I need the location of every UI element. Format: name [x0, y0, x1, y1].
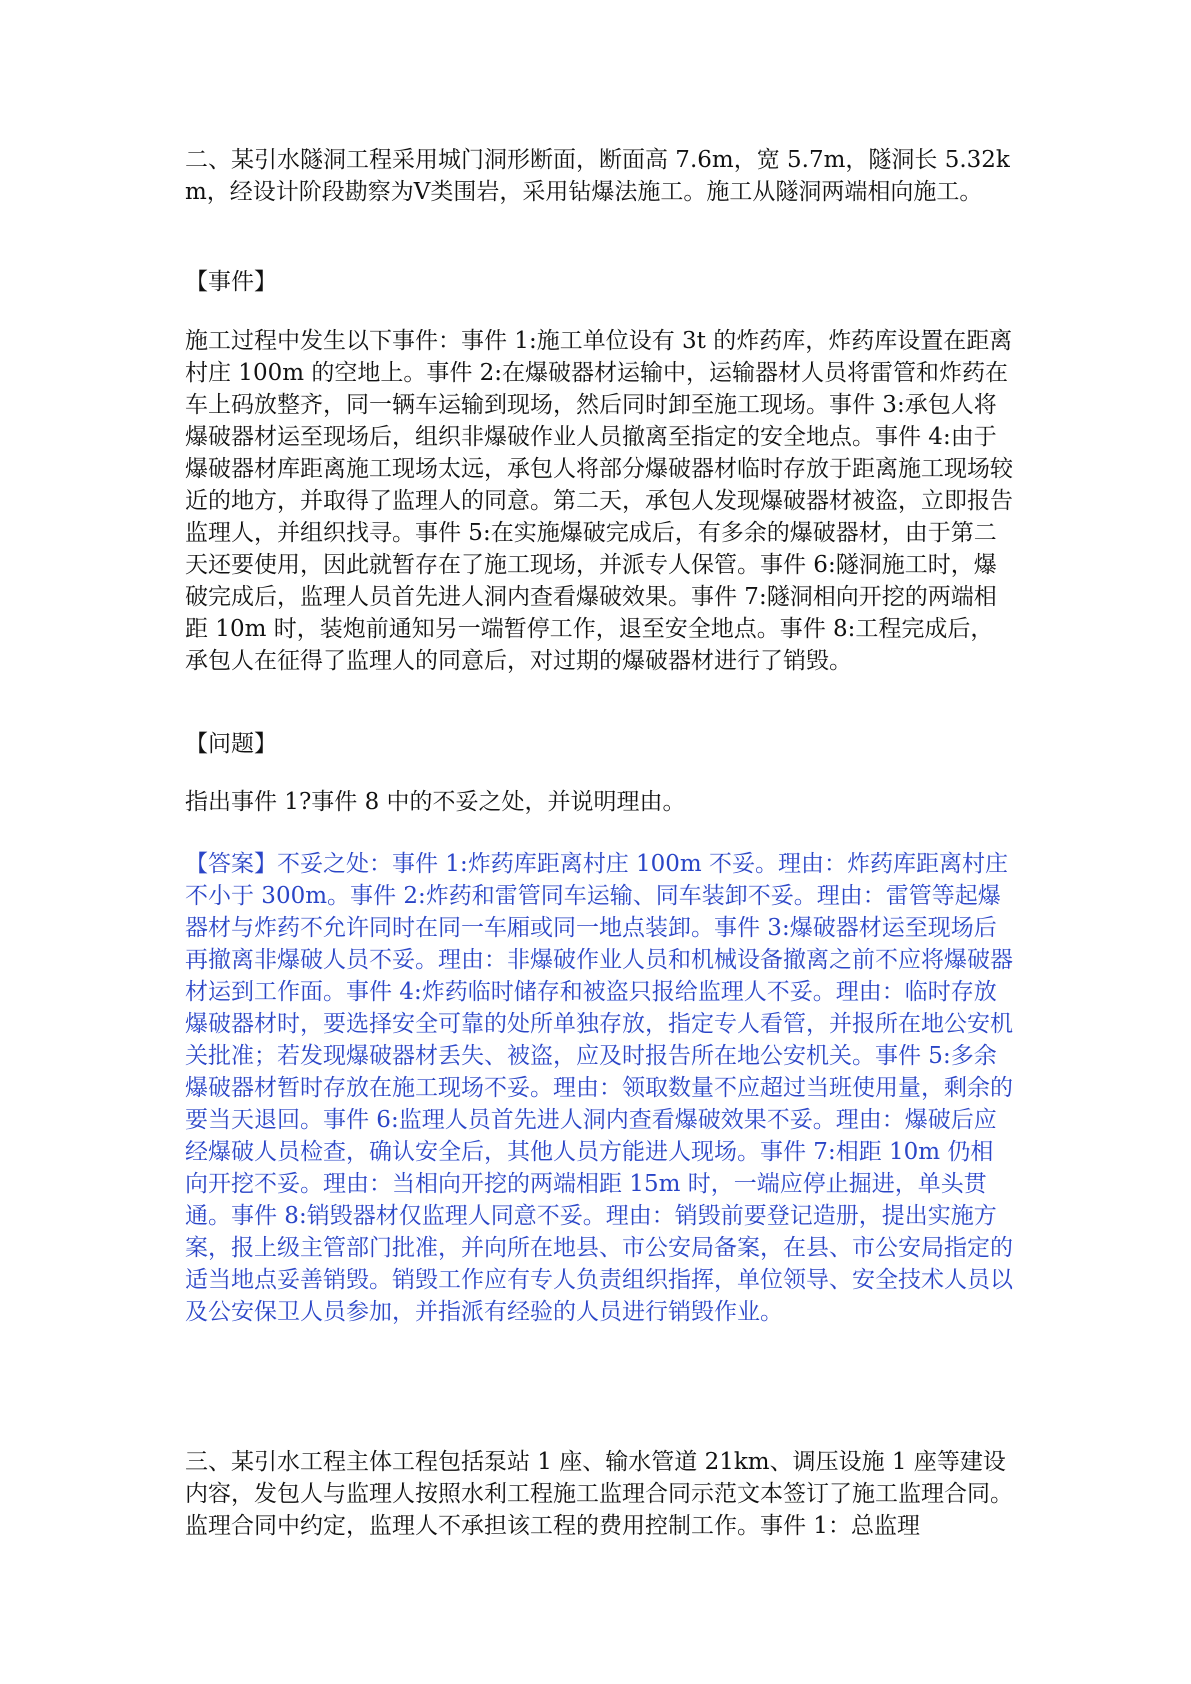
event-heading: 【事件】	[185, 269, 277, 295]
event-paragraph: 施工过程中发生以下事件：事件 1:施工单位设有 3t 的炸药库，炸药库设置在距离村庄 100m 的空地上。事件 2:在爆破器材运输中，运输器材人员将雷管和炸药在车上码放整齐，同一辆车运输到现场，然后同时卸至施工现场。事件 3:承包人将爆破器材运至现场后，组织非爆破作业人员撤离至指定的安全地点。事件 4:由于爆破器材库距离施工现场太远，承包人将部分爆破器材临时存放于距离施工现场较近的地方，并取得了监理人的同意。第二天，承包人发现爆破器材被盗，立即报告监理人，并组织找寻。事件 5:在实施爆破完成后，有多余的爆破器材，由于第二天还要使用，因此就暂存在了施工现场，并派专人保管。事件 6:隧洞施工时，爆破完成后，监理人员首先进人洞内查看爆破效果。事件 7:隧洞相向开挖的两端相距 10m 时，装炮前通知另一端暂停工作，退至安全地点。事件 8:工程完成后，承包人在征得了监理人的同意后，对过期的爆破器材进行了销毁。	[185, 328, 1013, 674]
answer-paragraph: 【答案】不妥之处：事件 1:炸药库距离村庄 100m 不妥。理由：炸药库距离村庄不小于 300m。事件 2:炸药和雷管同车运输、同车装卸不妥。理由：雷管等起爆器材与炸药不允许同时在同一车厢或同一地点装卸。事件 3:爆破器材运至现场后再撤离非爆破人员不妥。理由：非爆破作业人员和机械设备撤离之前不应将爆破器材运到工作面。事件 4:炸药临时储存和被盗只报给监理人不妥。理由：临时存放爆破器材时，要选择安全可靠的处所单独存放，指定专人看管，并报所在地公安机关批准；若发现爆破器材丢失、被盗，应及时报告所在地公安机关。事件 5:多余爆破器材暂时存放在施工现场不妥。理由：领取数量不应超过当班使用量，剩余的要当天退回。事件 6:监理人员首先进人洞内查看爆破效果不妥。理由：爆破后应经爆破人员检查，确认安全后，其他人员方能进人现场。事件 7:相距 10m 仍相向开挖不妥。理由：当相向开挖的两端相距 15m 时，一端应停止掘进，单头贯通。事件 8:销毁器材仅监理人同意不妥。理由：销毁前要登记造册，提出实施方案，报上级主管部门批准，并向所在地县、市公安局备案，在县、市公安局指定的适当地点妥善销毁。销毁工作应有专人负责组织指挥，单位领导、安全技术人员以及公安保卫人员参加，并指派有经验的人员进行销毁作业。	[185, 851, 1013, 1325]
section-2-intro: 二、某引水隧洞工程采用城门洞形断面，断面高 7.6m，宽 5.7m，隧洞长 5.32km，经设计阶段勘察为Ⅴ类围岩，采用钻爆法施工。施工从隧洞两端相向施工。	[185, 147, 1010, 205]
question-heading: 【问题】	[185, 731, 277, 757]
section-3-intro: 三、某引水工程主体工程包括泵站 1 座、输水管道 21km、调压设施 1 座等建设内容，发包人与监理人按照水利工程施工监理合同示范文本签订了施工监理合同。监理合同中约定，监理人不承担该工程的费用控制工作。事件 1：总监理	[185, 1449, 1013, 1539]
question-paragraph: 指出事件 1?事件 8 中的不妥之处，并说明理由。	[185, 789, 686, 815]
